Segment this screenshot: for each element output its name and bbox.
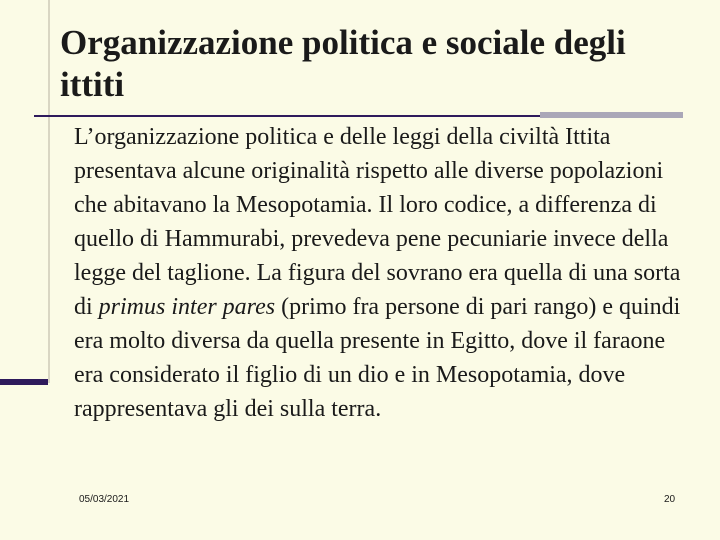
footer-page-number: 20 (664, 494, 676, 505)
left-accent-bar (0, 379, 48, 385)
title-underline (34, 115, 540, 117)
title-underline-accent (540, 112, 683, 118)
body-text-part-1: L’organizzazione politica e delle leggi della civiltà Ittita presentava alcune originalità rispetto alle diverse popolazioni che abitavano la Mesopotamia. Il loro codice, a differenza di quello di Hammurabi, prevedeva pene pecuniarie invece della legge del taglione. La figura del sovrano era quella di una sorta di (74, 124, 681, 320)
body-text-italic: primus inter pares (98, 294, 276, 320)
slide-title-line-2: ittiti (60, 65, 125, 104)
left-vertical-rule (48, 0, 50, 383)
body-text-part-2: (primo fra persone di pari rango) e quindi era molto diversa da quella presente in Egitto, dove il faraone era considerato il figlio di un dio e in Mesopotamia, dove rappresentava gli dei sulla terra. (74, 294, 681, 422)
slide-title (60, 22, 700, 106)
footer-date: 05/03/2021 (79, 494, 130, 505)
slide-title-line-1: Organizzazione politica e sociale degli (60, 23, 626, 62)
slide-body-text (74, 120, 684, 426)
